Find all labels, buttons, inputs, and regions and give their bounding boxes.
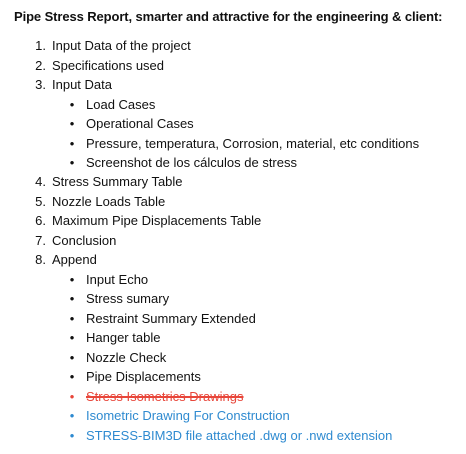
bullet-icon: • — [69, 136, 75, 151]
bullet-icon: • — [69, 428, 75, 443]
sub-list-item-text: Operational Cases — [86, 116, 194, 131]
bullet-icon: • — [69, 330, 75, 345]
sub-list-item-text: Load Cases — [86, 97, 156, 112]
added-item-text: STRESS-BIM3D file attached .dwg or .nwd extension — [86, 428, 393, 443]
list-item-text: Conclusion — [52, 233, 117, 248]
sub-list-item-text: Hanger table — [86, 330, 161, 345]
list-number: 4. — [35, 174, 46, 189]
list-item-text: Maximum Pipe Displacements Table — [52, 213, 262, 228]
list-item-text: Input Data of the project — [52, 38, 191, 53]
bullet-icon: • — [69, 291, 75, 306]
list-item-text: Nozzle Loads Table — [52, 194, 166, 209]
bullet-icon: • — [69, 408, 75, 423]
document-title: Pipe Stress Report, smarter and attractive for the engineering & client: — [14, 9, 443, 24]
sub-list-item-text: Pipe Displacements — [86, 369, 201, 384]
sub-list-item-text: Input Echo — [86, 272, 149, 287]
sub-list-item-text: Stress sumary — [86, 291, 170, 306]
bullet-icon: • — [69, 272, 75, 287]
struck-item-text: Stress Isometrics Drawings — [86, 389, 244, 404]
bullet-icon: • — [69, 116, 75, 131]
list-item-text: Input Data — [52, 77, 112, 92]
sub-list-item-text: Nozzle Check — [86, 350, 167, 365]
bullet-icon: • — [69, 311, 75, 326]
list-number: 2. — [35, 58, 46, 73]
list-number: 8. — [35, 252, 46, 267]
list-item-text: Append — [52, 252, 97, 267]
list-number: 7. — [35, 233, 46, 248]
bullet-icon: • — [69, 369, 75, 384]
sub-list-item-text: Pressure, temperatura, Corrosion, material, etc conditions — [86, 136, 420, 151]
list-number: 3. — [35, 77, 46, 92]
list-number: 5. — [35, 194, 46, 209]
sub-list-item-text: Screenshot de los cálculos de stress — [86, 155, 297, 170]
list-item-text: Specifications used — [52, 58, 165, 73]
bullet-icon: • — [69, 155, 75, 170]
list-number: 1. — [35, 38, 46, 53]
added-item-text: Isometric Drawing For Construction — [86, 408, 290, 423]
sub-list-item-text: Restraint Summary Extended — [86, 311, 256, 326]
bullet-icon: • — [69, 97, 75, 112]
list-number: 6. — [35, 213, 46, 228]
bullet-icon: • — [69, 389, 75, 404]
list-item-text: Stress Summary Table — [52, 174, 183, 189]
bullet-icon: • — [69, 350, 75, 365]
